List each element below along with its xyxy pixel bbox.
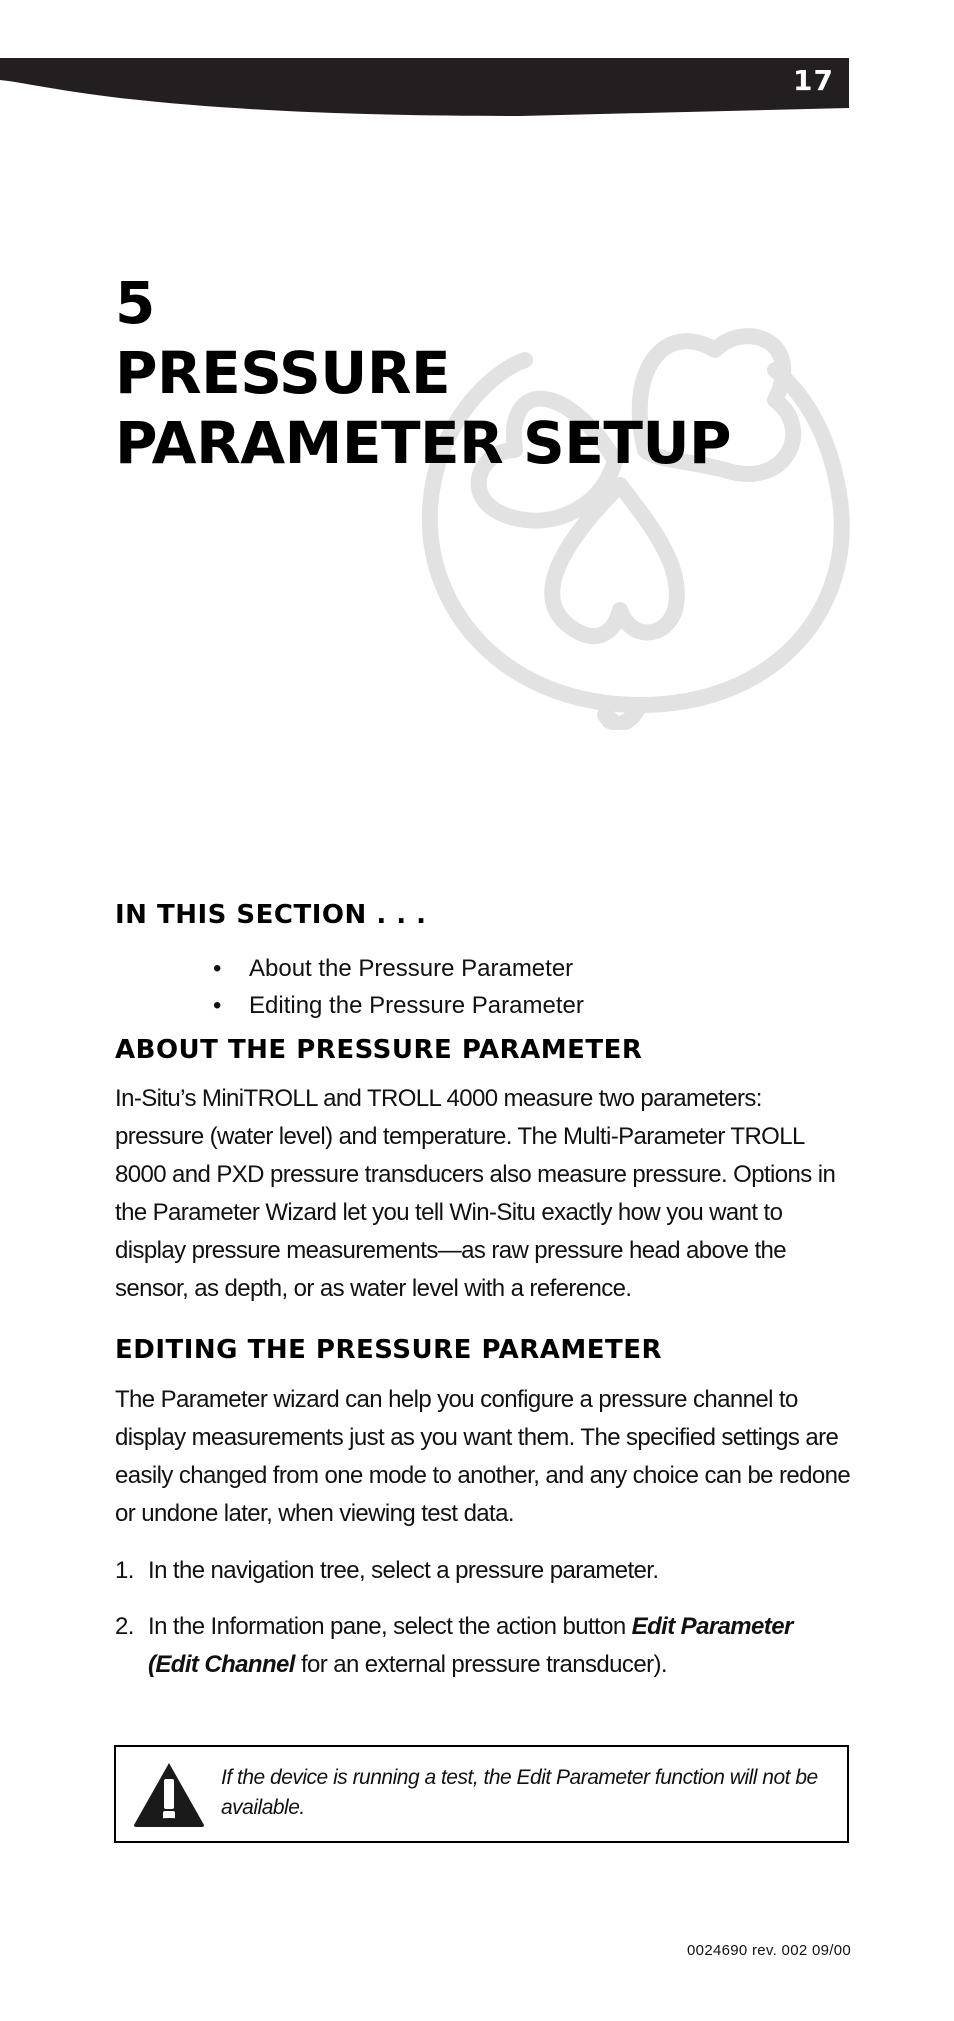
step-2	[115, 1608, 845, 1684]
about-heading: ABOUT THE PRESSURE PARAMETER	[115, 1035, 643, 1065]
edit-parameter-label: Edit Parameter	[631, 1613, 793, 1640]
step-number: 1.	[115, 1557, 134, 1584]
step-text-part: In the Information pane, select the action button	[148, 1613, 632, 1640]
header-band	[0, 58, 849, 116]
document-id: 0024690 rev. 002 09/00	[687, 1942, 851, 1959]
in-this-section-heading: IN THIS SECTION . . .	[115, 900, 427, 930]
list-item: • Editing the Pressure Parameter	[213, 987, 584, 1024]
chapter-title-line-2: PARAMETER SETUP	[115, 409, 732, 477]
step-text	[148, 1608, 845, 1684]
step-number: 2.	[115, 1613, 134, 1640]
chapter-title	[115, 268, 731, 478]
about-paragraph: In-Situ’s MiniTROLL and TROLL 4000 measure two parameters: pressure (water level) and temperature. The Multi-Parameter TROLL 8000 and PXD pressure transducers also measure pressure. Options in the Parameter Wizard let you tell Win-Situ exactly how you want to display pressure measurements—as raw pressure head above the sensor, as depth, or as water level with a reference.	[115, 1085, 836, 1302]
note-text: If the device is running a test, the Edit Parameter function will not be available.	[221, 1766, 818, 1819]
chapter-number: 5	[115, 269, 155, 337]
list-item: • About the Pressure Parameter	[213, 950, 584, 987]
edit-channel-label: (Edit Channel	[148, 1651, 295, 1678]
step-text: In the navigation tree, select a pressure parameter.	[148, 1557, 659, 1584]
step-text-part: for an external pressure transducer).	[294, 1651, 667, 1678]
editing-heading: EDITING THE PRESSURE PARAMETER	[115, 1335, 663, 1365]
chapter-title-line-1: PRESSURE	[115, 339, 451, 407]
page-number: 17	[793, 64, 834, 97]
editing-paragraph: The Parameter wizard can help you configure a pressure channel to display measurements just as you want them. The specified settings are easily changed from one mode to another, and any choice can be redone or undone later, when viewing test data.	[115, 1386, 851, 1527]
warning-icon	[132, 1761, 206, 1829]
section-contents-list	[213, 950, 584, 1024]
step-1	[115, 1552, 845, 1590]
note-box	[114, 1745, 849, 1843]
